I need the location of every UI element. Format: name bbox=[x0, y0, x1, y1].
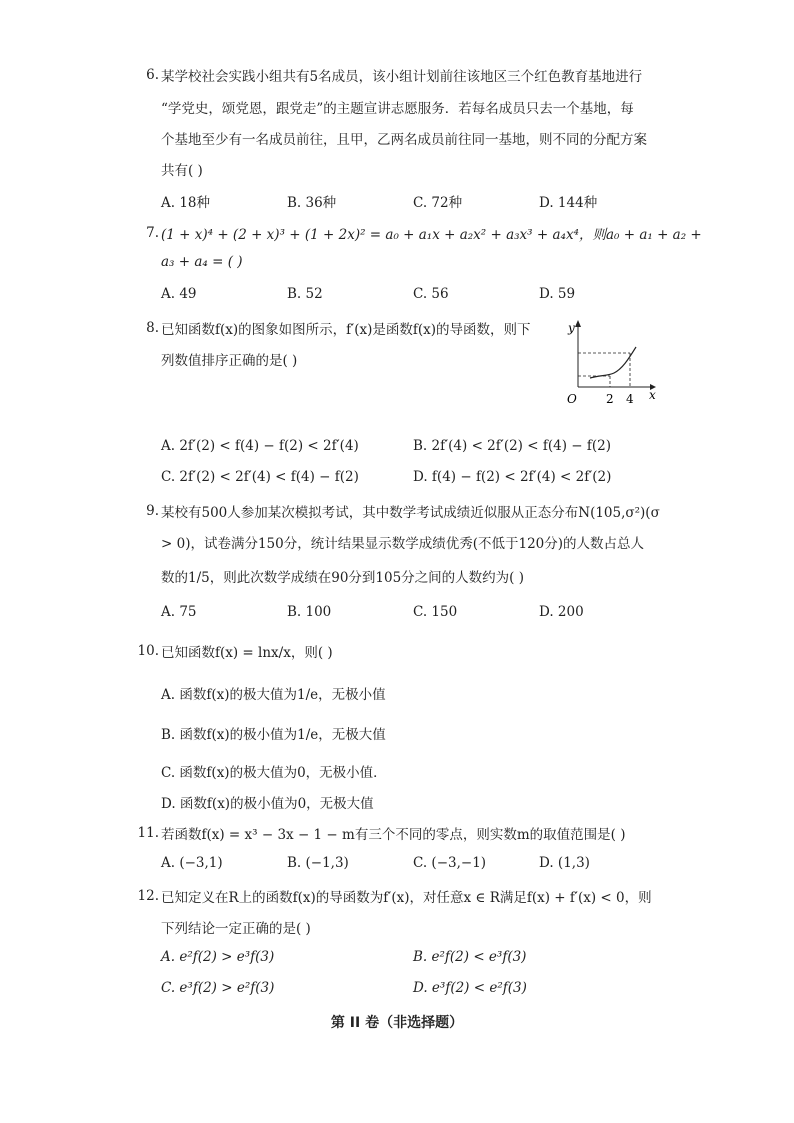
option-c[interactable]: C. (−3,−1) bbox=[413, 855, 487, 871]
option-d[interactable]: D. 59 bbox=[539, 286, 576, 302]
question-text-line: 某校有500人参加某次模拟考试，其中数学考试成绩近似服从正态分布N(105,σ²)(σ bbox=[161, 505, 660, 521]
question-text-line: 列数值排序正确的是( ) bbox=[161, 353, 298, 369]
function-graph bbox=[560, 315, 660, 405]
y-axis-label: y bbox=[568, 321, 575, 335]
question-number: 8. bbox=[146, 320, 159, 336]
question-number: 7. bbox=[146, 225, 159, 241]
x-axis-label: x bbox=[649, 388, 656, 402]
option-a[interactable]: A. 2f′(2) < f(4) − f(2) < 2f′(4) bbox=[161, 438, 359, 454]
question-text-line: 下列结论一定正确的是( ) bbox=[161, 921, 311, 937]
option-b[interactable]: B. 2f′(4) < 2f′(2) < f(4) − f(2) bbox=[413, 438, 611, 454]
option-b[interactable]: B. 函数f(x)的极小值为1/e，无极大值 bbox=[161, 727, 386, 743]
question-number: 10. bbox=[137, 643, 159, 659]
question-text-line: 若函数f(x) = x³ − 3x − 1 − m有三个不同的零点，则实数m的取值范围是( ) bbox=[161, 827, 626, 843]
question-number: 11. bbox=[137, 825, 159, 841]
question-text-line: 个基地至少有一名成员前往，且甲，乙两名成员前往同一基地，则不同的分配方案 bbox=[161, 132, 647, 148]
tick-label: 2 bbox=[606, 392, 614, 405]
option-b[interactable]: B. 52 bbox=[287, 286, 323, 302]
option-b[interactable]: B. 100 bbox=[287, 604, 332, 620]
option-a[interactable]: A. 49 bbox=[161, 286, 197, 302]
question-text-line: “学党史，颂党恩，跟党走”的主题宣讲志愿服务．若每名成员只去一个基地，每 bbox=[161, 101, 634, 117]
question-text-line: (1 + x)⁴ + (2 + x)³ + (1 + 2x)² = a₀ + a₁x + a₂x² + a₃x³ + a₄x⁴，则a₀ + a₁ + a₂ + bbox=[161, 227, 702, 243]
option-a[interactable]: A. 18种 bbox=[161, 195, 211, 211]
option-a[interactable]: A. e²f(2) > e³f(3) bbox=[161, 949, 275, 965]
option-a[interactable]: A. 函数f(x)的极大值为1/e，无极小值 bbox=[161, 687, 386, 703]
option-c[interactable]: C. e³f(2) > e²f(3) bbox=[161, 980, 275, 996]
option-a[interactable]: A. 75 bbox=[161, 604, 197, 620]
option-b[interactable]: B. (−1,3) bbox=[287, 855, 349, 871]
option-c[interactable]: C. 函数f(x)的极大值为0，无极小值． bbox=[161, 765, 387, 781]
question-number: 12. bbox=[137, 888, 159, 904]
option-d[interactable]: D. 200 bbox=[539, 604, 584, 620]
origin-label: O bbox=[567, 392, 577, 405]
question-text-line: 已知函数f(x) = lnx/x，则( ) bbox=[161, 645, 333, 661]
question-text-line: > 0)，试卷满分150分，统计结果显示数学成绩优秀(不低于120分)的人数占总人 bbox=[161, 536, 645, 552]
question-text-line: 已知函数f(x)的图象如图所示，f′(x)是函数f(x)的导函数，则下 bbox=[161, 322, 531, 338]
option-b[interactable]: B. e²f(2) < e³f(3) bbox=[413, 949, 527, 965]
section-title: 第 II 卷（非选择题） bbox=[330, 1015, 464, 1031]
question-text-line: 数的1/5，则此次数学成绩在90分到105分之间的人数约为( ) bbox=[161, 570, 524, 586]
option-b[interactable]: B. 36种 bbox=[287, 195, 337, 211]
question-number: 6. bbox=[146, 67, 159, 83]
option-d[interactable]: D. e³f(2) < e²f(3) bbox=[413, 980, 527, 996]
option-c[interactable]: C. 150 bbox=[413, 604, 458, 620]
question-number: 9. bbox=[146, 503, 159, 519]
option-d[interactable]: D. (1,3) bbox=[539, 855, 590, 871]
option-d[interactable]: D. 144种 bbox=[539, 195, 598, 211]
tick-label: 4 bbox=[626, 392, 634, 405]
question-text-line: 某学校社会实践小组共有5名成员，该小组计划前往该地区三个红色教育基地进行 bbox=[161, 69, 643, 85]
option-c[interactable]: C. 72种 bbox=[413, 195, 463, 211]
option-d[interactable]: D. f(4) − f(2) < 2f′(4) < 2f′(2) bbox=[413, 469, 612, 485]
question-text-line: 已知定义在R上的函数f(x)的导函数为f′(x)，对任意x ∈ R满足f(x) + f′(x) < 0，则 bbox=[161, 890, 652, 906]
option-a[interactable]: A. (−3,1) bbox=[161, 855, 223, 871]
option-c[interactable]: C. 2f′(2) < 2f′(4) < f(4) − f(2) bbox=[161, 469, 359, 485]
question-text-line: 共有( ) bbox=[161, 163, 203, 179]
question-text-line: a₃ + a₄ = ( ) bbox=[161, 254, 243, 270]
option-d[interactable]: D. 函数f(x)的极小值为0，无极大值 bbox=[161, 796, 374, 812]
option-c[interactable]: C. 56 bbox=[413, 286, 449, 302]
